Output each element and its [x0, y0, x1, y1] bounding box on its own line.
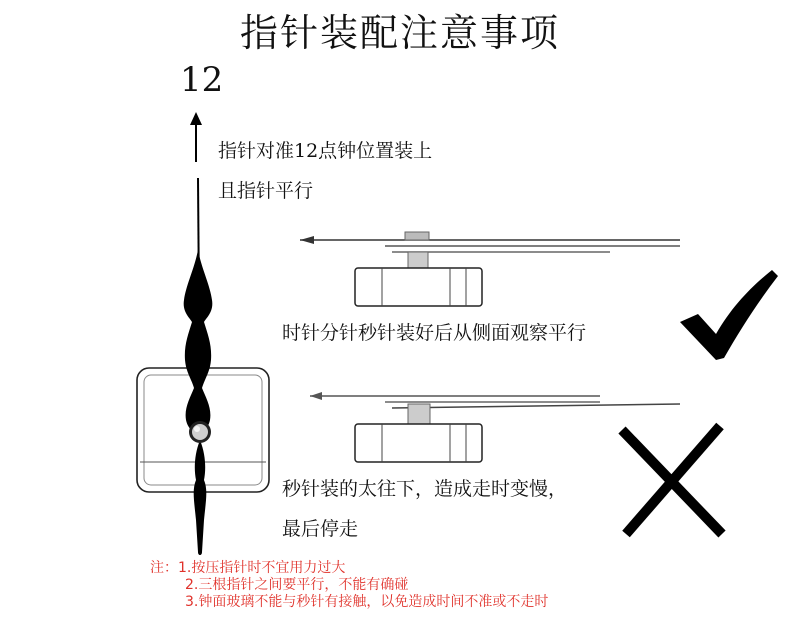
correct-caption: 时针分针秒针装好后从侧面观察平行 [282, 322, 587, 344]
note-item-2: 2.三根指针之间要平行，不能有确碰 [185, 577, 409, 593]
align-instruction-line2: 且指针平行 [218, 180, 314, 202]
cross-mark-icon [622, 426, 722, 534]
wrong-caption-line2: 最后停走 [282, 518, 359, 540]
align-instruction-line1: 指针对准12点钟位置装上 [218, 140, 433, 162]
side-view-correct [300, 232, 680, 306]
notes-prefix: 注： [150, 560, 178, 576]
page-title: 指针装配注意事项 [239, 11, 560, 55]
wrong-caption-line1: 秒针装的太往下，造成走时变慢， [282, 478, 568, 500]
notes-block [150, 560, 548, 611]
note-item-3: 3.钟面玻璃不能与秒针有接触，以免造成时间不准或不走时 [185, 594, 549, 610]
up-arrow-icon [190, 112, 202, 162]
check-mark-icon [680, 270, 778, 360]
note-item-1: 注：1.按压指针时不宜用力过大 [150, 560, 346, 576]
side-view-wrong [310, 392, 680, 462]
twelve-oclock-label: 12 [180, 60, 224, 100]
clock-hands-front-view [184, 178, 213, 555]
